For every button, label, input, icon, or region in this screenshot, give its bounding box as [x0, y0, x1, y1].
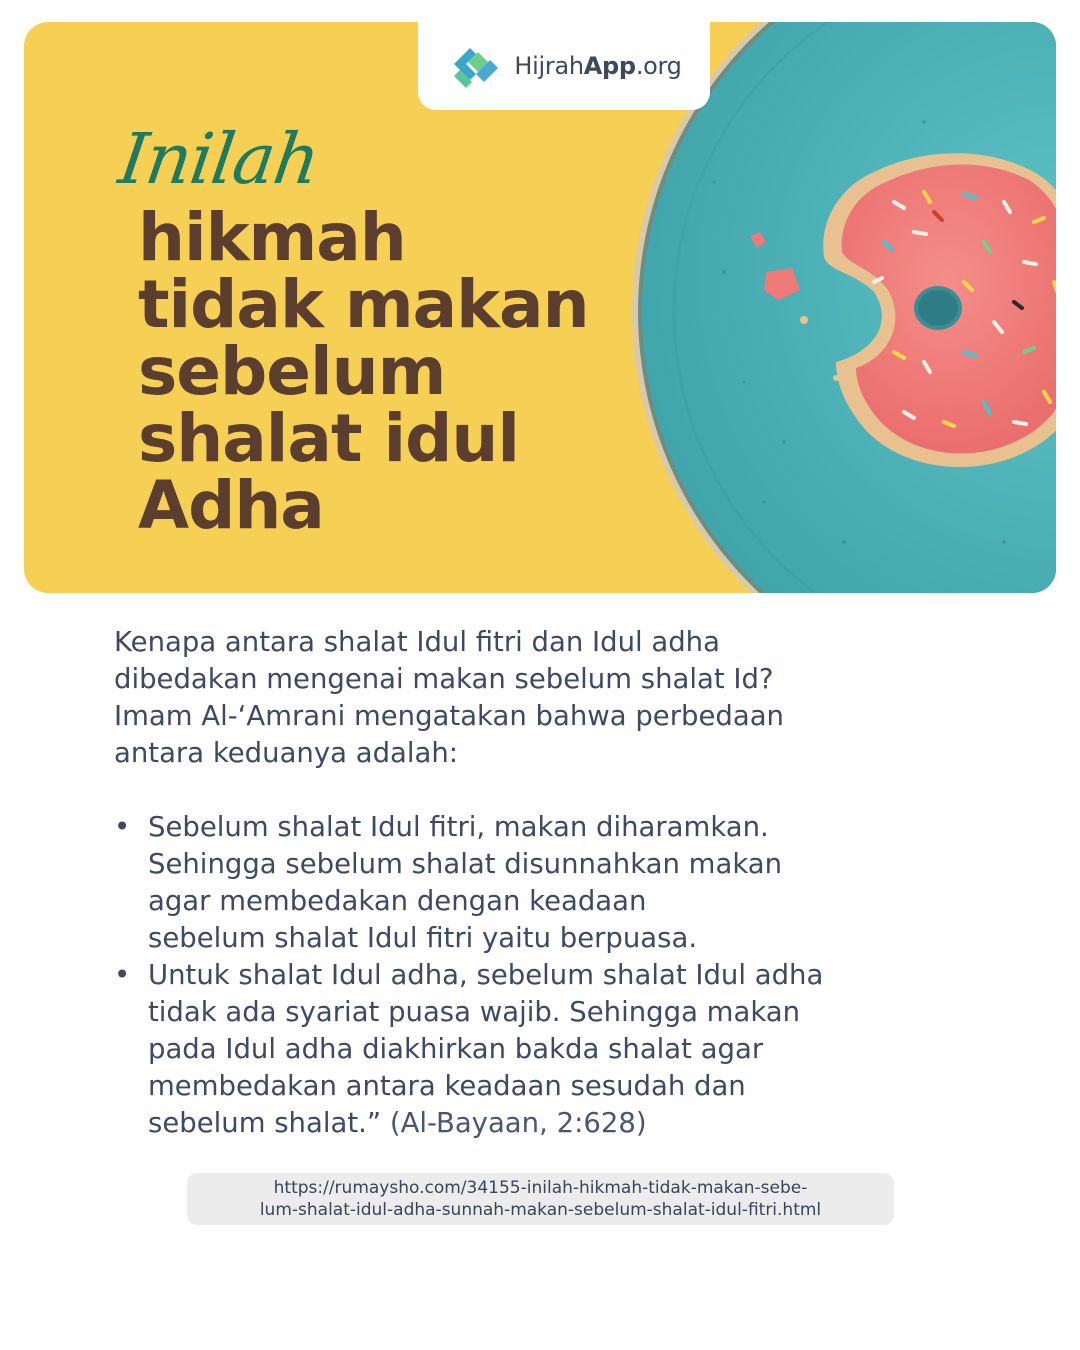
page-title: [138, 199, 698, 544]
intro-line: antara keduanya adalah:: [114, 737, 459, 769]
logo-header[interactable]: [418, 22, 710, 110]
intro-paragraph: [114, 624, 914, 772]
hijrahapp-logo-icon: [446, 36, 506, 96]
article-body: [114, 624, 914, 1142]
bullet-line: Sehingga sebelum shalat disunnahkan makan: [148, 848, 783, 880]
intro-line: dibedakan mengenai makan sebelum shalat Id?: [114, 663, 774, 695]
bullet-marker: •: [114, 959, 131, 991]
bullet-marker: •: [114, 811, 131, 843]
citation: (Al-Bayaan, 2:628): [381, 1107, 647, 1139]
title-line: shalat idul: [138, 400, 519, 477]
source-url-line[interactable]: https://rumaysho.com/34155-inilah-hikmah-tidak-makan-sebe-: [273, 1178, 808, 1198]
title-line: sebelum: [138, 333, 446, 410]
intro-line: Kenapa antara shalat Idul fitri dan Idul adha: [114, 626, 720, 658]
bullet-list: [114, 809, 914, 1142]
header-banner: [24, 22, 1056, 593]
script-heading: Inilah: [114, 118, 325, 200]
bullet-line: sebelum shalat Idul fitri yaitu berpuasa.: [148, 922, 698, 954]
title-line: tidak makan: [138, 266, 589, 343]
intro-line: Imam Al-‘Amrani mengatakan bahwa perbedaan: [114, 700, 784, 732]
logo-wordmark: HijrahApp.org: [514, 52, 682, 80]
source-url-line[interactable]: lum-shalat-idul-adha-sunnah-makan-sebelum-shalat-idul-fitri.html: [259, 1200, 822, 1220]
source-link[interactable]: [187, 1173, 894, 1225]
list-item: [114, 957, 914, 1142]
list-item: [114, 809, 914, 957]
bullet-line-with-citation: [148, 1105, 914, 1142]
bullet-line: agar membedakan dengan keadaan: [148, 885, 647, 917]
bullet-last-text: sebelum shalat.”: [148, 1107, 382, 1139]
title-line: Adha: [138, 467, 324, 544]
bullet-line: membedakan antara keadaan sesudah dan: [148, 1070, 746, 1102]
bullet-line: Untuk shalat Idul adha, sebelum shalat Idul adha: [148, 959, 824, 991]
bullet-line: tidak ada syariat puasa wajib. Sehingga makan: [148, 996, 801, 1028]
bullet-line: Sebelum shalat Idul fitri, makan diharamkan.: [148, 811, 769, 843]
bullet-line: pada Idul adha diakhirkan bakda shalat agar: [148, 1033, 764, 1065]
title-line: hikmah: [138, 199, 406, 276]
